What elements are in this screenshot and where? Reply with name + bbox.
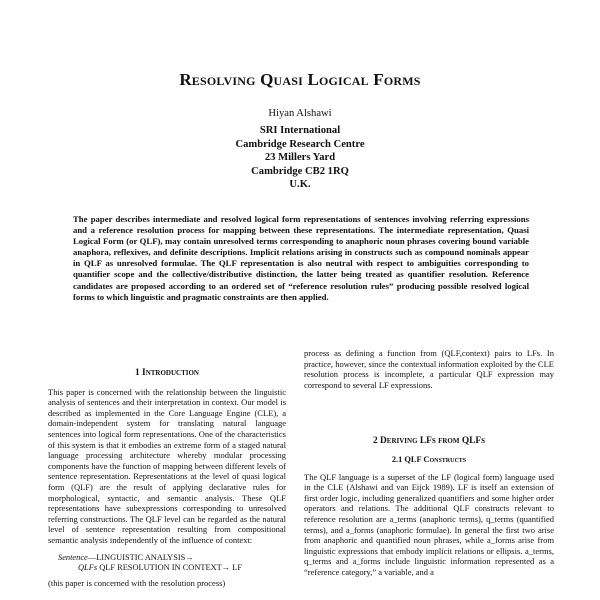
pipeline-formula [48,553,286,574]
affiliation-line: SRI International [259,125,341,137]
author-block [0,107,600,191]
section-1-trailing: (this paper is concerned with the resolution process) [48,577,226,588]
right-column-paragraph: process as defining a function from (QLF,context) pairs to LFs. In practice, however, since the contextual information exploited by the CLE resolution process is incomplete, a particular QLF expression may correspond to several LF expressions. [304,348,554,390]
section-2-heading: 2 Deriving LFs from QLFs [373,436,485,447]
affiliation-line: U.K. [289,179,311,191]
section-1-heading: 1 Introduction [135,368,199,378]
formula-resolution: QLF RESOLUTION IN CONTEXT→ LF [97,563,243,573]
formula-line-1 [48,553,286,564]
formula-line-2 [48,563,286,574]
affiliation-line: Cambridge Research Centre [235,138,365,150]
left-column [48,368,286,588]
right-column [304,348,554,578]
formula-sentence: Sentence [58,552,88,562]
abstract: The paper describes intermediate and resolved logical form representations of sentences involving referring expressions and a reference resolution process for mapping between these representations. The intermediate representation, Quasi Logical Form (or QLF), may contain unresolved terms corresponding to anaphoric noun phrases covering bound variable anaphora, reflexives, and definite descriptions. Implicit relations arising in constructs such as compound nominals appear in QLF as unresolved formulae. The QLF representation is also neutral with respect to ambiguities corresponding to quantifier scope and the collective/distributive distinction, the latter being treated as quantifier resolution. Reference candidates are proposed according to an ordered set of “reference resolution rules” producing possible resolved logical forms to which linguistic and pragmatic constraints are then applied. [73,214,529,302]
section-2-body: The QLF language is a superset of the LF (logical form) language used in the CLE (Alshawi and van Eijck 1989). LF is itself an extension of first order logic, including generalized quantifiers and some higher order operators and relations. The additional QLF constructs relevant to reference resolution are a_terms (anaphoric terms), q_terms (quantified terms), and a_forms (anaphoric formulae). In general the first two arise from anaphoric and quantified noun phrases, while a_forms arise from linguistic expressions that embody implicit relations or ellipsis. a_terms, q_terms and a_forms include linguistic information represented as a “reference category,” a variable, and a [304,471,554,577]
section-2-1-heading: 2.1 QLF Constructs [391,454,467,464]
section-1-body: This paper is concerned with the relationship between the linguistic analysis of sentences and their interpretation in context. Our model is described as implemented in the Core Language Engine (CLE), a domain-independent system for translating natural language sentences into logical form representations. One of the characteristics of this system is that it embodies an extreme form of a staged natural language processing architecture whereby modular processing components have the function of mapping between different levels of sentence representation. Representations at the level of quasi logical form (QLF) are the result of applying declarative rules for morphological, syntactic, and semantic analysis. These QLF representations have subexpressions corresponding to unresolved referring constructions. The QLF level can be regarded as the natural level of sentence representation resulting from compositional semantic analysis independently of the influence of context: [48,386,286,545]
affiliation-line: 23 Millers Yard [264,152,336,164]
formula-qlfs: QLFs [78,563,98,573]
author-name: Hiyan Alshawi [268,108,332,119]
affiliation-line: Cambridge CB2 1RQ [251,165,349,177]
formula-linguistic-analysis: —LINGUISTIC ANALYSIS→ [87,552,194,562]
paper-title: Resolving Quasi Logical Forms [179,70,421,89]
